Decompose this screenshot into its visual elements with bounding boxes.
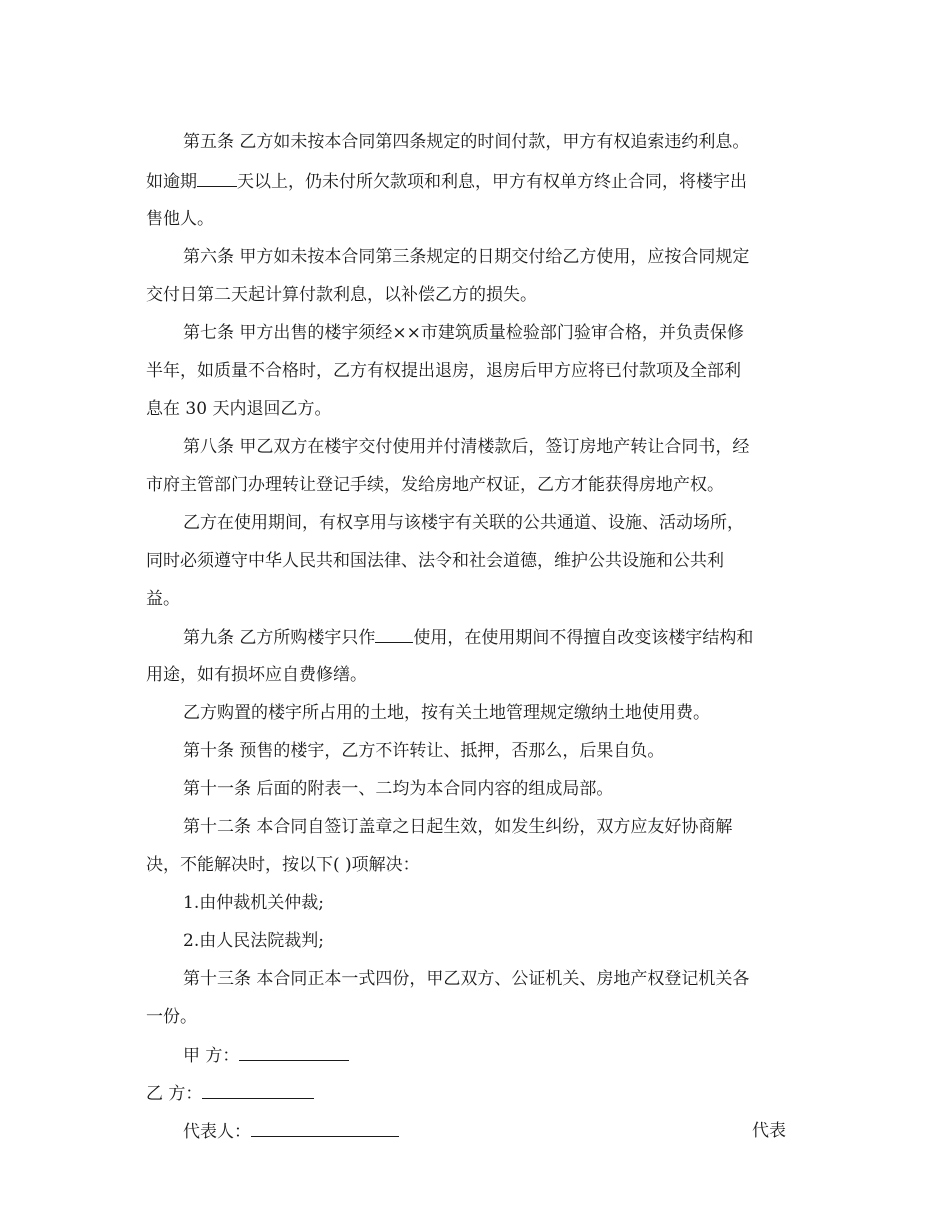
option-2-line: 2.由人民法院裁判; bbox=[183, 931, 324, 951]
article-5-line-1: 第五条 乙方如未按本合同第四条规定的时间付款，甲方有权追索违约利息。 bbox=[183, 132, 750, 152]
article-7-line-3: 息在 30 天内退回乙方。 bbox=[146, 399, 332, 419]
article-11-line: 第十一条 后面的附表一、二均为本合同内容的组成局部。 bbox=[183, 779, 614, 799]
article-5-line-3: 售他人。 bbox=[146, 209, 214, 229]
article-9-line-2: 用途，如有损坏应自费修缮。 bbox=[146, 665, 367, 685]
usage-rights-line-2: 同时必须遵守中华人民共和国法律、法令和社会道德，维护公共设施和公共利 bbox=[146, 551, 724, 571]
article-8-line-1: 第八条 甲乙双方在楼宇交付使用并付清楼款后，签订房地产转让合同书，经 bbox=[183, 437, 750, 457]
article-5-line-2: 如逾期 天以上，仍未付所欠款项和利息，甲方有权单方终止合同，将楼宇出 bbox=[146, 172, 747, 192]
article-13-line-1: 第十三条 本合同正本一式四份，甲乙双方、公证机关、房地产权登记机关各 bbox=[183, 969, 750, 989]
overdue-days-blank bbox=[197, 170, 237, 187]
land-fee-line: 乙方购置的楼宇所占用的土地，按有关土地管理规定缴纳土地使用费。 bbox=[183, 703, 710, 723]
usage-rights-line-1: 乙方在使用期间，有权享用与该楼宇有关联的公共通道、设施、活动场所， bbox=[183, 513, 744, 533]
party-b-blank bbox=[202, 1082, 314, 1099]
article-12-line-2: 决，不能解决时，按以下( )项解决： bbox=[146, 855, 420, 875]
representative-right-label: 代表 bbox=[752, 1121, 786, 1141]
party-a-blank bbox=[239, 1044, 349, 1061]
article-10-line: 第十条 预售的楼宇，乙方不许转让、抵押，否那么，后果自负。 bbox=[183, 741, 665, 761]
usage-purpose-blank bbox=[375, 626, 413, 643]
article-13-line-2: 一份。 bbox=[146, 1007, 197, 1027]
representative-line: 代表人： bbox=[183, 1120, 399, 1143]
representative-blank bbox=[251, 1120, 399, 1137]
article-9-line-1: 第九条 乙方所购楼宇只作 使用，在使用期间不得擅自改变该楼宇结构和 bbox=[183, 628, 754, 648]
article-6-line-2: 交付日第二天起计算付款利息，以补偿乙方的损失。 bbox=[146, 285, 537, 305]
party-a-signature-line: 甲 方： bbox=[183, 1044, 349, 1067]
article-6-line-1: 第六条 甲方如未按本合同第三条规定的日期交付给乙方使用，应按合同规定 bbox=[183, 247, 750, 267]
article-7-line-2: 半年，如质量不合格时，乙方有权提出退房，退房后甲方应将已付款项及全部利 bbox=[146, 361, 741, 381]
article-7-line-1: 第七条 甲方出售的楼宇须经××市建筑质量检验部门验审合格，并负责保修 bbox=[183, 323, 744, 343]
option-1-line: 1.由仲裁机关仲裁; bbox=[183, 893, 324, 913]
usage-rights-line-3: 益。 bbox=[146, 589, 180, 609]
article-8-line-2: 市府主管部门办理转让登记手续，发给房地产权证，乙方才能获得房地产权。 bbox=[146, 475, 724, 495]
article-12-line-1: 第十二条 本合同自签订盖章之日起生效，如发生纠纷，双方应友好协商解 bbox=[183, 817, 733, 837]
party-b-signature-line: 乙 方： bbox=[146, 1082, 314, 1105]
